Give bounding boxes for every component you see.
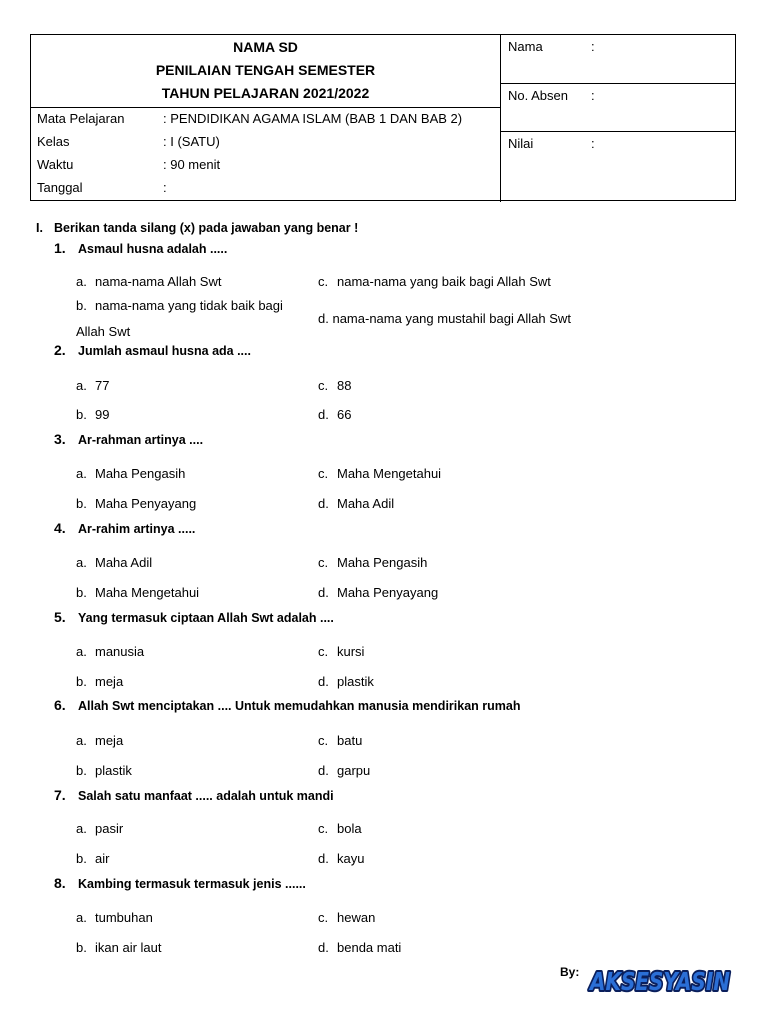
option-text: hewan bbox=[337, 910, 376, 925]
question-text: Ar-rahman artinya .... bbox=[78, 433, 204, 447]
option-text: 77 bbox=[95, 378, 110, 393]
option-text: nama-nama yang tidak baik bagi bbox=[95, 298, 283, 313]
question-7 bbox=[54, 787, 334, 803]
option-c[interactable] bbox=[318, 378, 351, 393]
question-number: 3. bbox=[54, 431, 66, 447]
question-number: 4. bbox=[54, 520, 66, 536]
option-d[interactable] bbox=[318, 407, 351, 422]
option-c[interactable] bbox=[318, 466, 441, 481]
option-a[interactable] bbox=[76, 733, 123, 748]
option-d[interactable] bbox=[318, 940, 401, 955]
info-label: Waktu bbox=[37, 157, 74, 172]
question-text: Asmaul husna adalah ..... bbox=[78, 242, 228, 256]
school-name: NAMA SD bbox=[233, 39, 298, 55]
option-text: Maha Penyayang bbox=[337, 585, 439, 600]
option-text: manusia bbox=[95, 644, 145, 659]
option-b[interactable] bbox=[76, 674, 123, 689]
question-text: Kambing termasuk termasuk jenis ...... bbox=[78, 877, 306, 891]
option-b[interactable] bbox=[76, 763, 132, 778]
question-number: 2. bbox=[54, 342, 66, 358]
option-c[interactable] bbox=[318, 644, 364, 659]
option-a[interactable] bbox=[76, 555, 152, 570]
option-letter: b. bbox=[76, 298, 87, 313]
option-text: tumbuhan bbox=[95, 910, 153, 925]
option-text: benda mati bbox=[337, 940, 402, 955]
option-letter: d. bbox=[318, 585, 329, 600]
option-letter: b. bbox=[76, 585, 87, 600]
field-colon: : bbox=[591, 136, 595, 151]
option-letter: a. bbox=[76, 378, 87, 393]
instructions bbox=[36, 221, 358, 235]
info-value: : PENDIDIKAN AGAMA ISLAM (BAB 1 DAN BAB 2) bbox=[163, 111, 463, 126]
name-field[interactable] bbox=[501, 35, 735, 84]
option-d[interactable] bbox=[318, 763, 370, 778]
option-letter: b. bbox=[76, 407, 87, 422]
info-label: Mata Pelajaran bbox=[37, 111, 125, 126]
option-text: Maha Adil bbox=[95, 555, 153, 570]
option-letter: a. bbox=[76, 555, 87, 570]
question-2 bbox=[54, 342, 251, 358]
option-text: nama-nama yang mustahil bagi Allah Swt bbox=[332, 311, 571, 326]
field-colon: : bbox=[591, 88, 595, 103]
question-1 bbox=[54, 240, 227, 256]
exam-info bbox=[31, 108, 501, 202]
field-label: Nilai bbox=[508, 136, 534, 151]
option-letter: c. bbox=[318, 378, 329, 393]
option-text: batu bbox=[337, 733, 363, 748]
option-letter: b. bbox=[76, 763, 87, 778]
option-letter: a. bbox=[76, 910, 87, 925]
option-letter: b. bbox=[76, 496, 87, 511]
option-c[interactable] bbox=[318, 821, 362, 836]
section-number: I. bbox=[36, 221, 43, 235]
option-text: air bbox=[95, 851, 110, 866]
question-text: Salah satu manfaat ..... adalah untuk mandi bbox=[78, 789, 334, 803]
option-letter: a. bbox=[76, 733, 87, 748]
option-text: kursi bbox=[337, 644, 365, 659]
option-d[interactable] bbox=[318, 674, 374, 689]
option-a[interactable] bbox=[76, 910, 153, 925]
option-text: plastik bbox=[95, 763, 132, 778]
option-letter: d. bbox=[318, 496, 329, 511]
info-value: : 90 menit bbox=[163, 157, 221, 172]
option-letter: b. bbox=[76, 940, 87, 955]
option-d[interactable] bbox=[318, 851, 364, 866]
option-text: Maha Mengetahui bbox=[95, 585, 200, 600]
option-letter: b. bbox=[76, 851, 87, 866]
question-4 bbox=[54, 520, 195, 536]
option-b[interactable] bbox=[76, 407, 109, 422]
question-text: Allah Swt menciptakan .... Untuk memudahkan manusia mendirikan rumah bbox=[78, 699, 521, 713]
question-5 bbox=[54, 609, 334, 625]
option-text: Allah Swt bbox=[76, 324, 131, 339]
option-letter: d. bbox=[318, 311, 329, 326]
title-block bbox=[31, 35, 501, 108]
option-text: bola bbox=[337, 821, 362, 836]
option-text: ikan air laut bbox=[95, 940, 162, 955]
option-letter: c. bbox=[318, 466, 329, 481]
option-letter: d. bbox=[318, 851, 329, 866]
option-a[interactable] bbox=[76, 644, 144, 659]
question-3 bbox=[54, 431, 203, 447]
option-text: 88 bbox=[337, 378, 352, 393]
option-b[interactable] bbox=[76, 851, 109, 866]
option-text: meja bbox=[95, 733, 124, 748]
option-letter: d. bbox=[318, 674, 329, 689]
option-letter: c. bbox=[318, 733, 329, 748]
absence-number-field[interactable] bbox=[501, 84, 735, 132]
option-letter: c. bbox=[318, 910, 329, 925]
option-text: meja bbox=[95, 674, 124, 689]
question-6 bbox=[54, 697, 520, 713]
option-b[interactable] bbox=[76, 496, 196, 511]
option-a[interactable] bbox=[76, 466, 185, 481]
student-fields bbox=[501, 35, 735, 200]
question-number: 8. bbox=[54, 875, 66, 891]
option-c[interactable] bbox=[318, 733, 362, 748]
field-colon: : bbox=[591, 39, 595, 54]
question-text: Yang termasuk ciptaan Allah Swt adalah .... bbox=[78, 611, 334, 625]
option-text: garpu bbox=[337, 763, 371, 778]
option-d[interactable] bbox=[318, 311, 571, 326]
option-c[interactable] bbox=[318, 555, 427, 570]
option-text: Maha Pengasih bbox=[337, 555, 428, 570]
option-letter: c. bbox=[318, 274, 329, 289]
question-number: 5. bbox=[54, 609, 66, 625]
info-label: Tanggal bbox=[37, 180, 83, 195]
option-d[interactable] bbox=[318, 585, 438, 600]
option-text: kayu bbox=[337, 851, 365, 866]
option-letter: a. bbox=[76, 644, 87, 659]
question-number: 6. bbox=[54, 697, 66, 713]
option-text: nama-nama Allah Swt bbox=[95, 274, 222, 289]
question-text: Jumlah asmaul husna ada .... bbox=[78, 344, 251, 358]
option-d[interactable] bbox=[318, 496, 394, 511]
option-text: Maha Pengasih bbox=[95, 466, 186, 481]
option-a[interactable] bbox=[76, 274, 221, 289]
option-letter: a. bbox=[76, 821, 87, 836]
instructions-text: Berikan tanda silang (x) pada jawaban yang benar ! bbox=[54, 221, 359, 235]
question-number: 7. bbox=[54, 787, 66, 803]
option-text: pasir bbox=[95, 821, 124, 836]
option-a[interactable] bbox=[76, 378, 109, 393]
option-text: nama-nama yang baik bagi Allah Swt bbox=[337, 274, 551, 289]
option-letter: c. bbox=[318, 555, 329, 570]
option-b-continued bbox=[76, 324, 130, 339]
by-label: By: bbox=[560, 965, 580, 979]
option-text: Maha Adil bbox=[337, 496, 395, 511]
info-value: : bbox=[163, 180, 167, 195]
option-letter: d. bbox=[318, 940, 329, 955]
option-letter: c. bbox=[318, 821, 329, 836]
exam-title: PENILAIAN TENGAH SEMESTER bbox=[155, 62, 376, 78]
logo-text: AKSESYASIN bbox=[588, 967, 731, 996]
field-label: Nama bbox=[508, 39, 543, 54]
question-8 bbox=[54, 875, 306, 891]
option-c[interactable] bbox=[318, 274, 551, 289]
option-text: 66 bbox=[337, 407, 352, 422]
option-b[interactable] bbox=[76, 585, 199, 600]
option-b[interactable] bbox=[76, 940, 161, 955]
option-text: Maha Mengetahui bbox=[337, 466, 442, 481]
field-label: No. Absen bbox=[508, 88, 568, 103]
option-text: Maha Penyayang bbox=[95, 496, 197, 511]
option-letter: a. bbox=[76, 274, 87, 289]
option-letter: d. bbox=[318, 763, 329, 778]
header-table bbox=[30, 34, 736, 201]
option-b[interactable] bbox=[76, 298, 283, 313]
option-letter: d. bbox=[318, 407, 329, 422]
option-letter: a. bbox=[76, 466, 87, 481]
option-letter: c. bbox=[318, 644, 329, 659]
option-text: plastik bbox=[337, 674, 374, 689]
info-label: Kelas bbox=[37, 134, 70, 149]
score-field[interactable] bbox=[501, 132, 735, 200]
info-value: : I (SATU) bbox=[163, 134, 220, 149]
aksesyasin-logo bbox=[587, 962, 733, 998]
option-c[interactable] bbox=[318, 910, 375, 925]
option-letter: b. bbox=[76, 674, 87, 689]
question-number: 1. bbox=[54, 240, 66, 256]
option-text: 99 bbox=[95, 407, 110, 422]
question-text: Ar-rahim artinya ..... bbox=[78, 522, 196, 536]
option-a[interactable] bbox=[76, 821, 123, 836]
academic-year: TAHUN PELAJARAN 2021/2022 bbox=[161, 85, 370, 101]
